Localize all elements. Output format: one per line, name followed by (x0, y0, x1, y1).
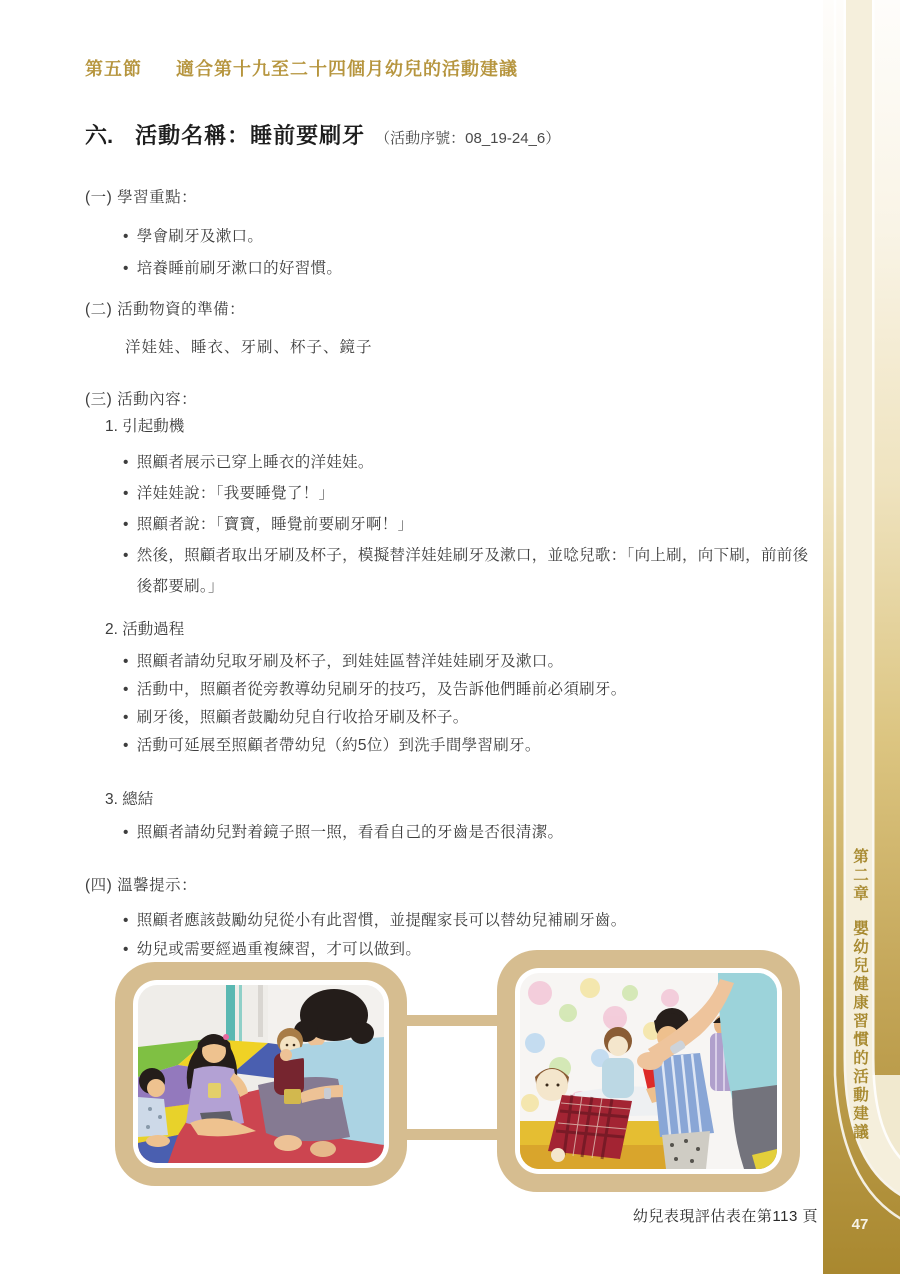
bullet-list (105, 648, 627, 760)
subsection-title: 2. 活動過程 (105, 621, 185, 638)
photo-connector-bar (400, 1129, 505, 1140)
section-label: (三) 活動內容： (85, 391, 198, 408)
bullet-list (105, 447, 823, 602)
photo-inner-border (515, 968, 782, 1174)
bullet-item: • 照顧者展示已穿上睡衣的洋娃娃。 (123, 447, 823, 478)
sidebar-chapter: 第二章 (851, 848, 868, 904)
section-learning-points (85, 188, 342, 285)
photo-inner-border (133, 980, 389, 1168)
bullet-item: • 照顧者應該鼓勵幼兒從小有此習慣，並提醒家長可以替幼兒補刷牙齒。 (123, 906, 627, 935)
page-number: 47 (851, 1216, 869, 1233)
activity-number: 六. (85, 123, 114, 148)
section-header (85, 55, 518, 81)
activity-name: 活動名稱：睡前要刷牙 (135, 123, 366, 148)
bullet-item: • 活動中，照顧者從旁教導幼兒刷牙的技巧，及告訴他們睡前必須刷牙。 (123, 676, 627, 704)
activity-photo-2 (497, 950, 800, 1192)
photo-1-illustration (138, 985, 384, 1163)
subsection-title: 3. 總結 (105, 791, 154, 808)
bullet-item: • 然後，照顧者取出牙刷及杯子，模擬替洋娃娃刷牙及漱口，並唸兒歌：「向上刷，向下刷，前前後後都要刷。」 (123, 540, 823, 602)
bullet-item: • 照顧者請幼兒對着鏡子照一照，看看自己的牙齒是否很清潔。 (123, 818, 563, 847)
bullet-list (85, 221, 342, 285)
subsection-title: 1. 引起動機 (105, 418, 185, 435)
section-label: (四) 溫馨提示： (85, 877, 198, 894)
subsection-motivation (105, 417, 823, 602)
section-materials (85, 300, 373, 364)
materials-line: 洋娃娃、睡衣、牙刷、杯子、鏡子 (125, 339, 373, 356)
bullet-item: • 幼兒或需要經過重複練習，才可以做到。 (123, 935, 627, 964)
sidebar-chapter-title: 嬰幼兒健康習慣的活動建議 (851, 919, 868, 1142)
assessment-reference-note: 幼兒表現評估表在第113 頁 (632, 1208, 818, 1225)
photo-connector-bar (400, 1015, 505, 1026)
bullet-item: • 照顧者說：「寶寶，睡覺前要刷牙啊！」 (123, 509, 823, 540)
section-label: (一) 學習重點： (85, 189, 198, 206)
section-title: 適合第十九至二十四個月幼兒的活動建議 (176, 59, 518, 79)
section-number: 第五節 (85, 59, 142, 79)
bullet-item: • 活動可延展至照顧者帶幼兒（約5位）到洗手間學習刷牙。 (123, 732, 627, 760)
sidebar-chapter-text (849, 848, 869, 1142)
activity-title (85, 119, 560, 150)
activity-serial: （活動序號：08_19-24_6） (375, 130, 561, 147)
bullet-item: • 培養睡前刷牙漱口的好習慣。 (123, 253, 342, 285)
activity-photo-1 (115, 962, 407, 1186)
subsection-process (105, 620, 627, 760)
photo-2-illustration (520, 973, 777, 1169)
section-label: (二) 活動物資的準備： (85, 301, 246, 318)
section-activity-content (85, 390, 197, 410)
bullet-item: • 刷牙後，照顧者鼓勵幼兒自行收拾牙刷及杯子。 (123, 704, 627, 732)
bullet-item: • 學會刷牙及漱口。 (123, 221, 342, 253)
subsection-summary (105, 790, 563, 847)
bullet-item: • 照顧者請幼兒取牙刷及杯子，到娃娃區替洋娃娃刷牙及漱口。 (123, 648, 627, 676)
bullet-list (105, 818, 563, 847)
bullet-item: • 洋娃娃說：「我要睡覺了！」 (123, 478, 823, 509)
